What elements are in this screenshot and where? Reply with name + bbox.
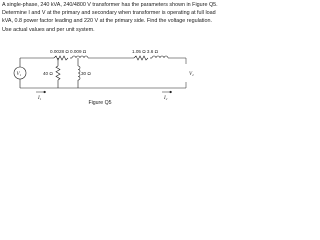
series-left-label: 0.0028 Ω 0.009 Ω (50, 49, 87, 54)
problem-line-3: kVA, 0.8 power factor leading and 220 V at the primary side. Find the voltage regulation. (2, 18, 212, 25)
inductor-x2 (152, 56, 168, 58)
resistor-r1 (54, 56, 68, 60)
problem-line-2: Determine I and V at the primary and secondary when transformer is operating at full load (2, 10, 216, 17)
output-label: V₂ (189, 72, 194, 77)
figure-caption: Figure Q5 (88, 100, 112, 106)
inductor-x1 (72, 56, 88, 58)
series-right-label: 1.05 Ω 3.6 Ω (132, 49, 159, 54)
problem-line-4: Use actual values and per unit system. (2, 26, 95, 33)
shunt-x-label: 30 Ω (81, 71, 91, 76)
shunt-r-label: 40 Ω (43, 71, 53, 76)
shunt-resistor (56, 66, 60, 80)
current-i1-label: I₁ (38, 96, 42, 101)
circuit-diagram (0, 0, 218, 110)
problem-line-1: A single-phase, 240 kVA, 240/4800 V transformer has the parameters shown in Figure Q5. (2, 2, 218, 8)
shunt-inductor (78, 66, 80, 80)
source-label: V₁ (16, 72, 22, 77)
resistor-r2 (134, 56, 148, 60)
current-i2-label: I₂ (164, 96, 168, 101)
